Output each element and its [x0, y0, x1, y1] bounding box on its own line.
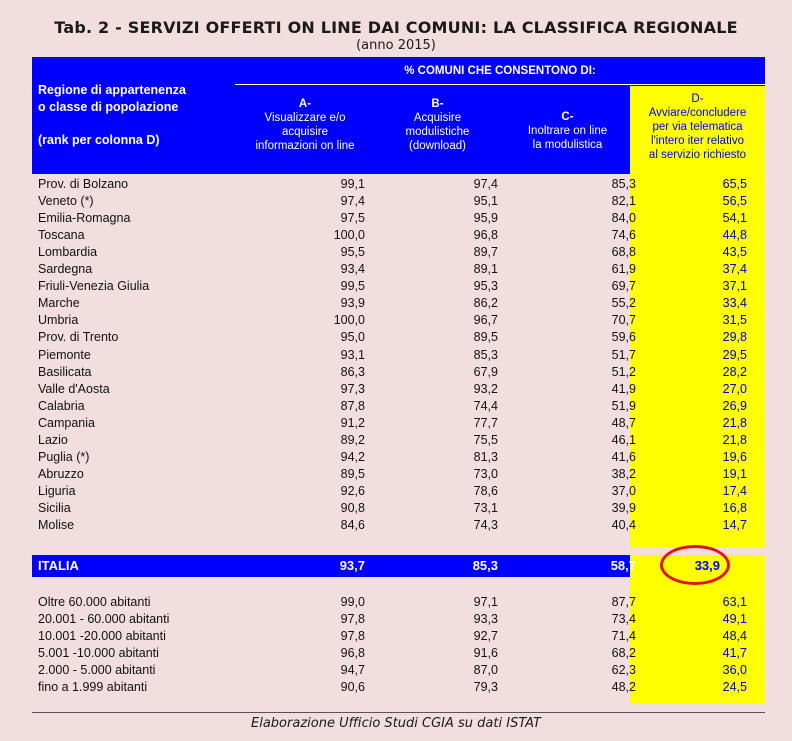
row-col-a: 95,0 [340, 330, 365, 345]
row-col-d: 21,8 [722, 432, 747, 447]
table-row [32, 466, 765, 483]
table-row [32, 295, 765, 312]
row-col-a: 100,0 [333, 228, 365, 243]
row-name: Puglia (*) [38, 449, 90, 464]
row-col-d: 21,8 [722, 415, 747, 430]
italia-b: 85,3 [472, 558, 498, 573]
row-col-a: 89,5 [340, 466, 365, 481]
table-row [32, 628, 765, 645]
row-col-d: 14,7 [722, 518, 747, 532]
row-col-b: 73,0 [473, 466, 498, 481]
row-col-a: 90,6 [340, 680, 365, 694]
row-col-c: 68,8 [611, 245, 636, 260]
row-col-b: 97,4 [473, 177, 498, 191]
row-col-a: 90,8 [340, 500, 365, 515]
row-col-d: 44,8 [722, 228, 747, 243]
row-col-b: 95,9 [473, 211, 498, 226]
row-col-d: 49,1 [722, 612, 747, 626]
row-col-b: 67,9 [473, 364, 498, 379]
row-name: Lombardia [38, 245, 98, 260]
table-row [32, 517, 765, 534]
table-row [32, 432, 765, 449]
row-col-d: 56,5 [722, 194, 747, 209]
row-col-c: 68,2 [611, 646, 636, 660]
row-col-d: 37,4 [722, 262, 747, 277]
row-col-c: 51,2 [611, 364, 636, 379]
row-col-a: 91,2 [340, 415, 365, 430]
row-col-a: 86,3 [340, 364, 365, 379]
table-row [32, 662, 765, 679]
row-name: Piemonte [38, 347, 91, 362]
row-col-c: 74,6 [611, 228, 636, 243]
table-row [32, 227, 765, 244]
header-col-c: C- Inoltrare on line la modulistica [527, 111, 608, 151]
row-col-c: 87,7 [611, 595, 636, 609]
row-col-d: 24,5 [722, 680, 747, 694]
row-col-c: 71,4 [611, 629, 636, 643]
row-col-a: 89,2 [340, 432, 365, 447]
row-col-a: 93,9 [340, 296, 365, 311]
row-col-a: 93,4 [340, 262, 365, 277]
row-col-d: 29,5 [722, 347, 747, 362]
highlight-circle [660, 545, 730, 585]
row-col-d: 31,5 [722, 313, 747, 328]
row-col-b: 77,7 [473, 415, 498, 430]
row-col-b: 75,5 [473, 432, 498, 447]
row-col-a: 94,2 [340, 449, 365, 464]
row-col-b: 93,2 [473, 381, 498, 396]
row-col-c: 40,4 [611, 518, 636, 532]
header-col-d: D- Avviare/concludere per via telematica l'intero iter relativo al servizio richiesto [630, 86, 765, 174]
row-col-d: 29,8 [722, 330, 747, 345]
italia-a: 93,7 [339, 558, 365, 573]
table-row [32, 449, 765, 466]
table-row [32, 381, 765, 398]
row-col-c: 55,2 [611, 296, 636, 311]
table-row [32, 364, 765, 381]
table-row [32, 278, 765, 295]
row-name: Prov. di Trento [38, 330, 119, 345]
header-region-label: Regione di appartenenza o classe di popolazione [38, 83, 186, 114]
italia-name: ITALIA [38, 558, 79, 573]
row-col-d: 54,1 [722, 211, 747, 226]
italia-row [32, 555, 765, 577]
row-name: Basilicata [38, 364, 92, 379]
source-footer: Elaborazione Ufficio Studi CGIA su dati ISTAT [251, 716, 541, 731]
row-col-c: 51,7 [611, 347, 636, 362]
row-col-d: 37,1 [722, 279, 747, 294]
row-col-c: 62,3 [611, 663, 636, 677]
row-col-c: 82,1 [611, 194, 636, 209]
row-name: Campania [38, 415, 95, 430]
row-col-a: 97,3 [340, 381, 365, 396]
row-col-b: 73,1 [473, 500, 498, 515]
table-row [32, 329, 765, 346]
row-col-d: 16,8 [722, 500, 747, 515]
table-row [32, 500, 765, 517]
row-col-c: 51,9 [611, 398, 636, 413]
row-col-b: 96,7 [473, 313, 498, 328]
row-col-c: 61,9 [611, 262, 636, 277]
row-name: 20.001 - 60.000 abitanti [38, 612, 170, 626]
row-col-c: 39,9 [611, 500, 636, 515]
table-row [32, 415, 765, 432]
table-row [32, 244, 765, 261]
row-name: Abruzzo [38, 466, 84, 481]
table-row [32, 347, 765, 364]
row-col-b: 93,3 [473, 612, 498, 626]
row-col-c: 59,6 [611, 330, 636, 345]
row-name: Liguria [38, 483, 76, 498]
row-col-d: 27,0 [722, 381, 747, 396]
row-col-b: 87,0 [473, 663, 498, 677]
table-row [32, 483, 765, 500]
row-col-a: 95,5 [340, 245, 365, 260]
row-name: 5.001 -10.000 abitanti [38, 646, 159, 660]
row-col-c: 41,6 [611, 449, 636, 464]
row-col-b: 97,1 [473, 595, 498, 609]
row-col-c: 41,9 [611, 381, 636, 396]
row-name: Molise [38, 518, 75, 532]
row-name: Valle d'Aosta [38, 381, 110, 396]
row-col-a: 97,8 [340, 612, 365, 626]
row-col-b: 89,1 [473, 262, 498, 277]
table-row [32, 210, 765, 227]
row-col-b: 74,4 [473, 398, 498, 413]
row-name: Marche [38, 296, 80, 311]
header-rank-note: (rank per colonna D) [38, 133, 160, 147]
table-row [32, 312, 765, 329]
row-col-b: 95,1 [473, 194, 498, 209]
row-col-b: 96,8 [473, 228, 498, 243]
row-name: Toscana [38, 228, 85, 243]
row-col-b: 89,5 [473, 330, 498, 345]
table-row [32, 398, 765, 415]
italia-c: 58,7 [610, 558, 636, 573]
row-col-d: 28,2 [722, 364, 747, 379]
row-col-d: 19,1 [722, 466, 747, 481]
row-col-a: 97,5 [340, 211, 365, 226]
row-col-b: 91,6 [473, 646, 498, 660]
header-col-b: B- Acquisire modulistiche (download) [405, 98, 470, 152]
row-col-a: 93,1 [340, 347, 365, 362]
row-col-a: 84,6 [340, 518, 365, 532]
header-divider [235, 84, 765, 85]
row-name: Veneto (*) [38, 194, 94, 209]
row-col-a: 92,6 [340, 483, 365, 498]
bottom-rule [32, 712, 765, 713]
row-col-b: 79,3 [473, 680, 498, 694]
row-col-b: 85,3 [473, 347, 498, 362]
row-col-b: 74,3 [473, 518, 498, 532]
row-name: Calabria [38, 398, 85, 413]
row-name: Emilia-Romagna [38, 211, 131, 226]
table-row [32, 645, 765, 662]
row-name: Umbria [38, 313, 79, 328]
row-col-b: 81,3 [473, 449, 498, 464]
row-col-d: 48,4 [722, 629, 747, 643]
row-col-c: 37,0 [611, 483, 636, 498]
table-row [32, 176, 765, 193]
table-subtitle: (anno 2015) [356, 38, 436, 53]
table-row [32, 611, 765, 628]
row-col-a: 99,0 [340, 595, 365, 609]
row-col-d: 26,9 [722, 398, 747, 413]
row-name: 10.001 -20.000 abitanti [38, 629, 166, 643]
row-col-a: 100,0 [333, 313, 365, 328]
row-col-c: 48,2 [611, 680, 636, 694]
table-header [32, 57, 765, 174]
row-name: Sicilia [38, 500, 71, 515]
table-row [32, 679, 765, 696]
header-col-a: A- Visualizzare e/o acquisire informazioni on line [255, 98, 355, 152]
row-name: fino a 1.999 abitanti [38, 680, 148, 694]
row-name: Friuli-Venezia Giulia [38, 279, 150, 294]
row-name: 2.000 - 5.000 abitanti [38, 663, 156, 677]
row-col-d: 17,4 [722, 483, 747, 498]
row-col-b: 95,3 [473, 279, 498, 294]
row-col-a: 96,8 [340, 646, 365, 660]
row-col-a: 94,7 [340, 663, 365, 677]
row-col-d: 19,6 [722, 449, 747, 464]
row-col-c: 84,0 [611, 211, 636, 226]
row-col-c: 73,4 [611, 612, 636, 626]
row-col-d: 43,5 [722, 245, 747, 260]
row-col-c: 70,7 [611, 313, 636, 328]
italia-d: 33,9 [694, 558, 720, 573]
row-name: Prov. di Bolzano [38, 177, 129, 191]
row-col-a: 99,1 [340, 177, 365, 191]
table-row [32, 193, 765, 210]
row-col-a: 87,8 [340, 398, 365, 413]
row-name: Oltre 60.000 abitanti [38, 595, 151, 609]
row-name: Sardegna [38, 262, 93, 277]
row-col-b: 92,7 [473, 629, 498, 643]
row-col-d: 36,0 [722, 663, 747, 677]
row-col-b: 89,7 [473, 245, 498, 260]
table-row [32, 594, 765, 611]
row-col-d: 33,4 [722, 296, 747, 311]
row-name: Lazio [38, 432, 68, 447]
row-col-a: 99,5 [340, 279, 365, 294]
row-col-c: 48,7 [611, 415, 636, 430]
row-col-b: 78,6 [473, 483, 498, 498]
row-col-a: 97,4 [340, 194, 365, 209]
table-title: Tab. 2 - SERVIZI OFFERTI ON LINE DAI COMUNI: LA CLASSIFICA REGIONALE [54, 18, 738, 37]
row-col-c: 69,7 [611, 279, 636, 294]
row-col-d: 63,1 [722, 595, 747, 609]
table-row [32, 261, 765, 278]
row-col-b: 86,2 [473, 296, 498, 311]
row-col-a: 97,8 [340, 629, 365, 643]
header-pct-title: % COMUNI CHE CONSENTONO DI: [404, 65, 596, 77]
row-col-c: 46,1 [611, 432, 636, 447]
row-col-d: 41,7 [722, 646, 747, 660]
row-col-d: 65,5 [722, 177, 747, 191]
row-col-c: 38,2 [611, 466, 636, 481]
row-col-c: 85,3 [611, 177, 636, 191]
